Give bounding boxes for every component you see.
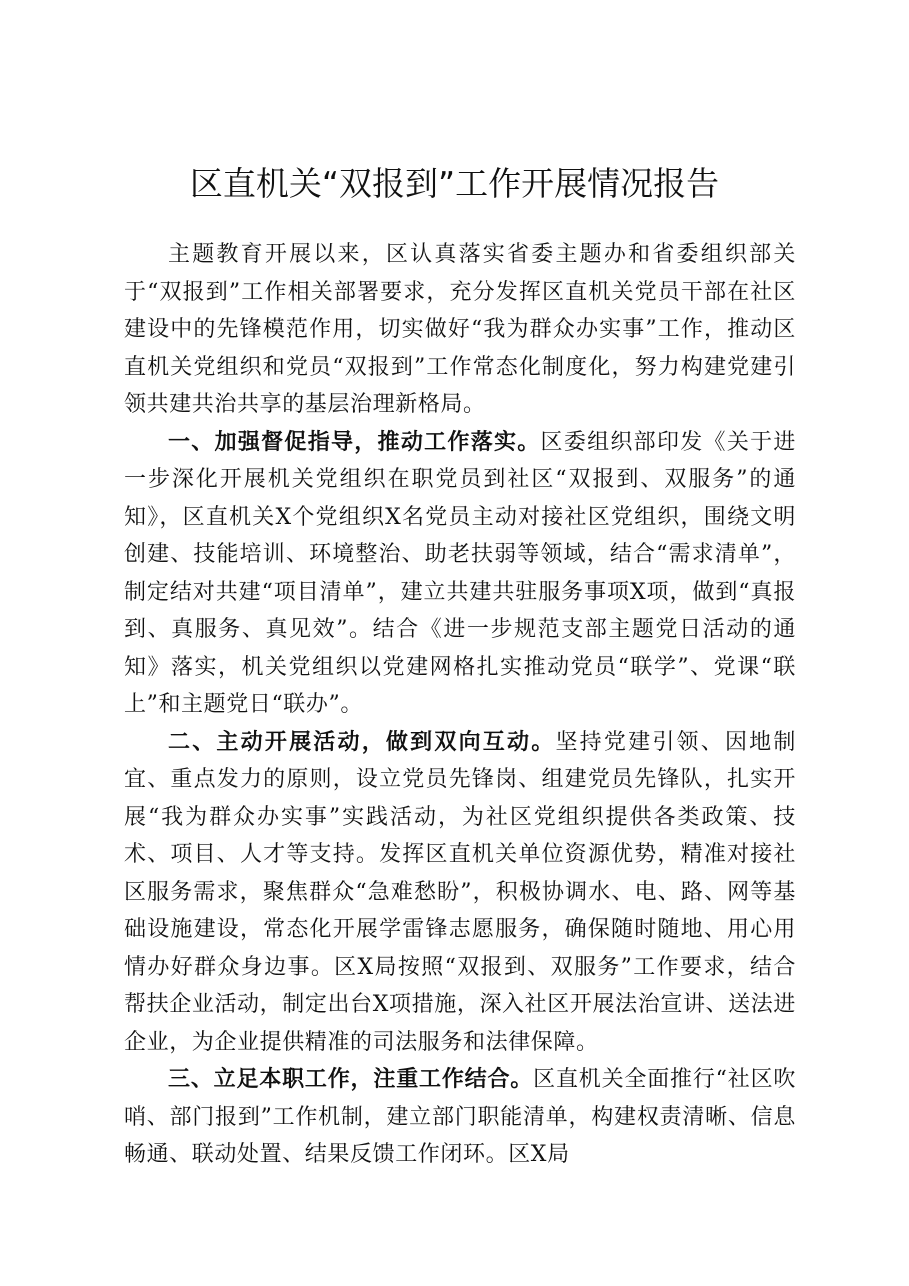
document-body [124,236,796,1174]
section-text-2: 坚持党建引领、因地制宜、重点发力的原则，设立党员先锋岗、组建党员先锋队，扎实开展“我为群众办实事”实践活动，为社区党组织提供各类政策、技术、项目、人才等支持。发挥区直机关单位资源优势，精准对接社区服务需求，聚焦群众“急难愁盼”，积极协调水、电、路、网等基础设施建设，常态化开展学雷锋志愿服务，确保随时随地、用心用情办好群众身边事。区X局按照“双报到、双服务”工作要求，结合帮扶企业活动，制定出台X项措施，深入社区开展法治宣讲、送法进企业，为企业提供精准的司法服务和法律保障。 [124,729,796,1055]
section-heading-2: 二、主动开展活动，做到双向互动。 [168,729,556,755]
document-title: 区直机关“双报到”工作开展情况报告 [189,164,720,203]
section-paragraph-2 [124,724,796,1062]
section-text-1: 区委组织部印发《关于进一步深化开展机关党组织在职党员到社区“双报到、双服务”的通知》，区直机关X个党组织X名党员主动对接社区党组织，围绕文明创建、技能培训、环境整治、助老扶弱等领域，结合“需求清单”，制定结对共建“项目清单”，建立共建共驻服务事项X项，做到“真报到、真服务、真见效”。结合《进一步规范支部主题党日活动的通知》落实，机关党组织以党建网格扎实推动党员“联学”、党课“联上”和主题党日“联办”。 [124,429,796,717]
section-heading-3: 三、立足本职工作，注重工作结合。 [168,1067,534,1092]
section-paragraph-3 [124,1061,796,1174]
intro-paragraph: 主题教育开展以来，区认真落实省委主题办和省委组织部关于“双报到”工作相关部署要求，充分发挥区直机关党员干部在社区建设中的先锋模范作用，切实做好“我为群众办实事”工作，推动区直机关党组织和党员“双报到”工作常态化制度化，努力构建党建引领共建共治共享的基层治理新格局。 [124,242,796,417]
section-paragraph-1 [124,424,796,724]
section-heading-1: 一、加强督促指导，推动工作落实。 [168,429,541,455]
section-text-3: 区直机关全面推行“社区吹哨、部门报到”工作机制，建立部门职能清单，构建权责清晰、信息畅通、联动处置、结果反馈工作闭环。区X局 [124,1067,796,1167]
